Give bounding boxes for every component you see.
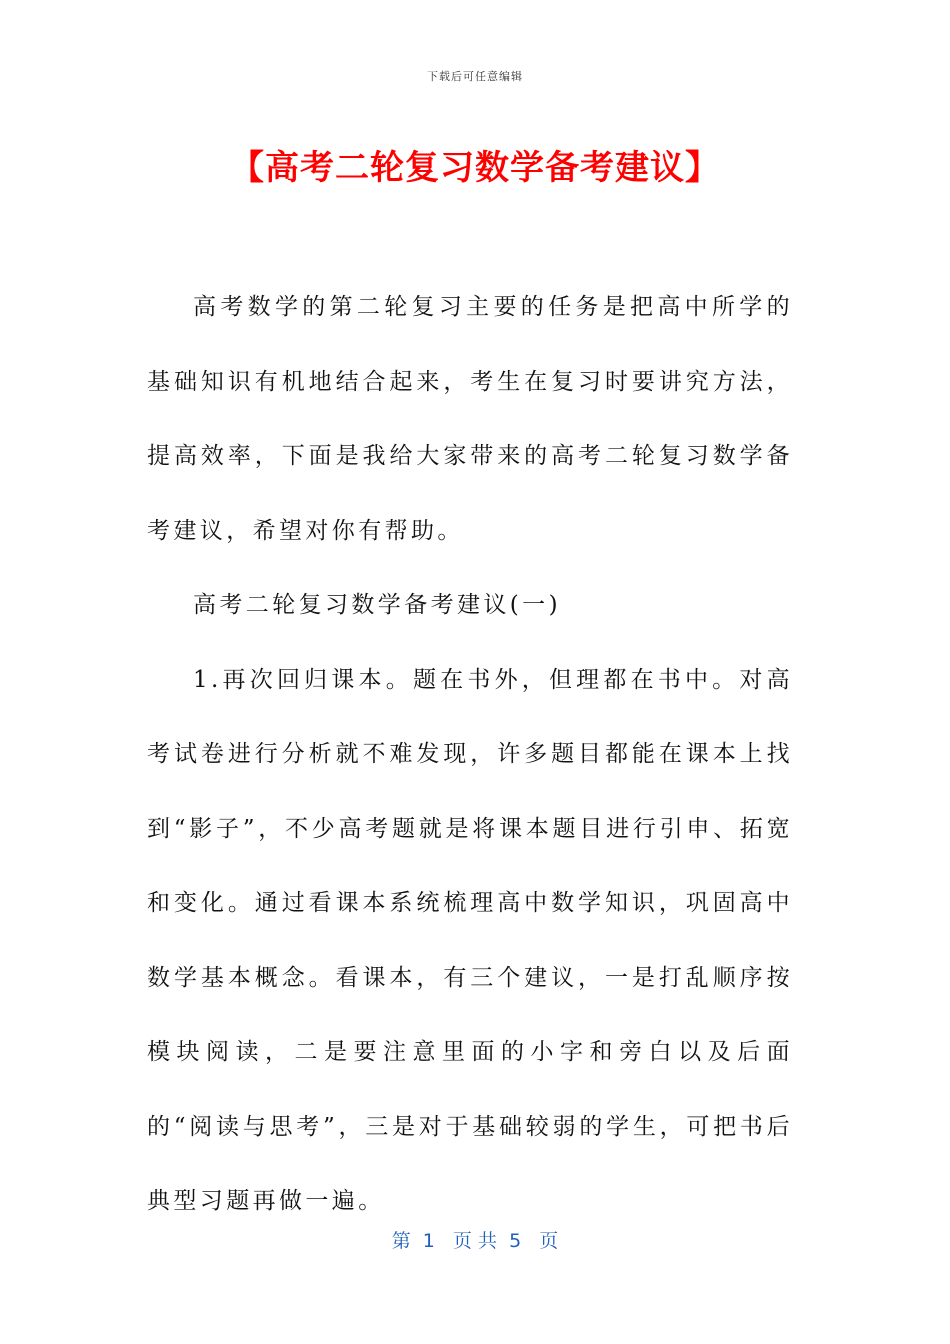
page-number-footer: 第 1 页 共 5 页 — [391, 1230, 559, 1252]
paragraph-section-heading: 高考二轮复习数学备考建议(一) — [193, 592, 561, 618]
document-title: 【高考二轮复习数学备考建议】 — [230, 148, 720, 188]
header-note: 下载后可任意编辑 — [427, 70, 523, 83]
document-body — [147, 270, 793, 1239]
paragraph-intro: 高考数学的第二轮复习主要的任务是把高中所学的基础知识有机地结合起来，考生在复习时要讲究方法，提高效率，下面是我给大家带来的高考二轮复习数学备考建议，希望对你有帮助。 — [147, 294, 793, 544]
paragraph-point-1: 1.再次回归课本。题在书外，但理都在书中。对高考试卷进行分析就不难发现，许多题目都能在课本上找到“影子”，不少高考题就是将课本题目进行引申、拓宽和变化。通过看课本系统梳理高中数学知识，巩固高中数学基本概念。看课本，有三个建议，一是打乱顺序按模块阅读，二是要注意里面的小字和旁白以及后面的“阅读与思考”，三是对于基础较弱的学生，可把书后典型习题再做一遍。 — [147, 666, 793, 1214]
